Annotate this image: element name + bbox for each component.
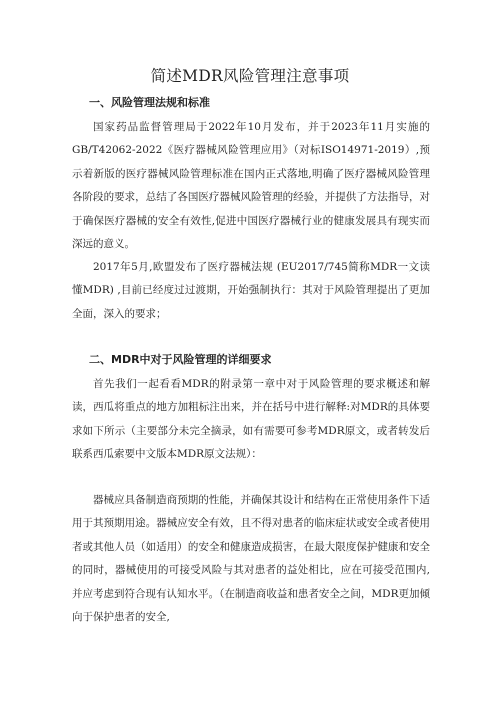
section-2-paragraph-2: 器械应具备制造商预期的性能，并确保其设计和结构在正常使用条件下适用于其预期用途。器械应安全有效，且不得对患者的临床症状或安全或者使用者或其他人员（如适用）的安全和健康造成损害，在最大限度保护健康和安全的同时，器械使用的可接受风险与其对患者的益处相比，应在可接受范围内,并应考虑到符合现有认知水平。（在制造商收益和患者安全之间，MDR更加倾向于保护患者的安全, bbox=[72, 494, 430, 624]
section-1-paragraph-2: 2017年5月,欧盟发布了医疗器械法规 (EU2017/745简称MDR一文读懂MDR) ,目前已经度过过渡期，开始强制执行：其对于风险管理提出了更加全面，深入的要求； bbox=[72, 261, 430, 320]
document-title: 简述MDR风险管理注意事项 bbox=[150, 67, 350, 85]
section-heading-1: 一、风险管理法规和标准 bbox=[89, 96, 210, 109]
section-2-paragraph-1: 首先我们一起看看MDR的附录第一章中对于风险管理的要求概述和解读，西瓜将重点的地方加粗标注出来，并在括号中进行解释:对MDR的具体要求如下所示（主要部分未完全摘录，如有需要可参考MDR原文，或者转发后联系西瓜索要中文版本MDR原文法规）： bbox=[72, 378, 430, 461]
section-1-paragraph-1: 国家药品监督管理局于2022年10月发布，并于2023年11月实施的GB/T42062-2022《医疗器械风险管理应用》（对标ISO14971-2019）,预示着新版的医疗器械风险管理标准在国内正式落地,明确了医疗器械风险管理各阶段的要求，总结了各国医疗器械风险管理的经验，并提供了方法指导，对于确保医疗器械的安全有效性,促进中国医疗器械行业的健康发展具有现实而深远的意义。 bbox=[72, 121, 430, 251]
section-heading-2: 二、MDR中对于风险管理的详细要求 bbox=[89, 353, 272, 366]
